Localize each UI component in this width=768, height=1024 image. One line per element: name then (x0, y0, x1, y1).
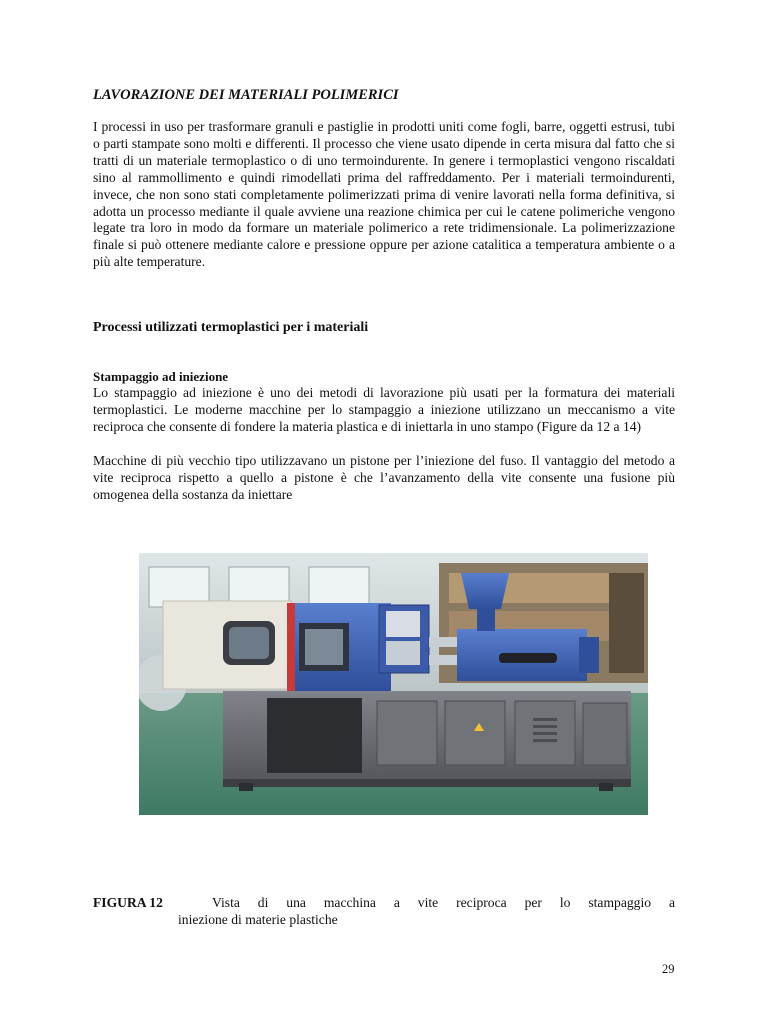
section-heading: Processi utilizzati termoplastici per i materiali (93, 320, 369, 335)
machine-illustration (139, 553, 648, 815)
figure-caption-line1: Vista di una macchina a vite reciproca per lo stampaggio a (212, 895, 675, 910)
subsection-heading: Stampaggio ad iniezione (93, 369, 229, 384)
figure-caption (178, 895, 675, 928)
injection-paragraph: Lo stampaggio ad iniezione è uno dei metodi di lavorazione più usati per la formatura dei materiali termoplastici. Le moderne macchine per lo stampaggio a iniezione utilizzano un meccanismo a vite reciproca che consente di fondere la materia plastica e di iniettarla in uno stampo (Figure da 12 a 14) (93, 385, 675, 434)
figure-caption-line2: iniezione di materie plastiche (178, 911, 338, 927)
piston-paragraph: Macchine di più vecchio tipo utilizzavano un pistone per l’iniezione del fuso. Il vantaggio del metodo a vite reciproca rispetto a quello a pistone è che l’avanzamento della vite consente una fusione più omogenea della sostanza da iniettare (93, 453, 675, 502)
page-title: LAVORAZIONE DEI MATERIALI POLIMERICI (93, 87, 399, 103)
figure-label: FIGURA 12 (93, 895, 163, 910)
intro-paragraph: I processi in uso per trasformare granuli e pastiglie in prodotti uniti come fogli, barre, oggetti estrusi, tubi o parti stampate sono molti e differenti. Il processo che viene usato dipende in certa misura dal fatto che si tratti di un materiale termoplastico o di uno termoindurente. In genere i termoplastici vengono riscaldati sino al rammollimento e quindi rimodellati prima del raffreddamento. Per i materiali termoindurenti, invece, che non sono stati completamente polimerizzati prima di venire lavorati nella forma definitiva, si adotta un processo mediante il quale avviene una reazione chimica per cui le catene polimeriche vengono legate tra loro in modo da formare un materiale polimerico a rete tridimensionale. La polimerizzazione finale si può ottenere mediante calore e pressione oppure per azione catalitica a temperatura ambiente o a più alte temperature. (93, 119, 675, 270)
injection-machine-photo (139, 553, 648, 815)
page-number: 29 (662, 962, 675, 976)
